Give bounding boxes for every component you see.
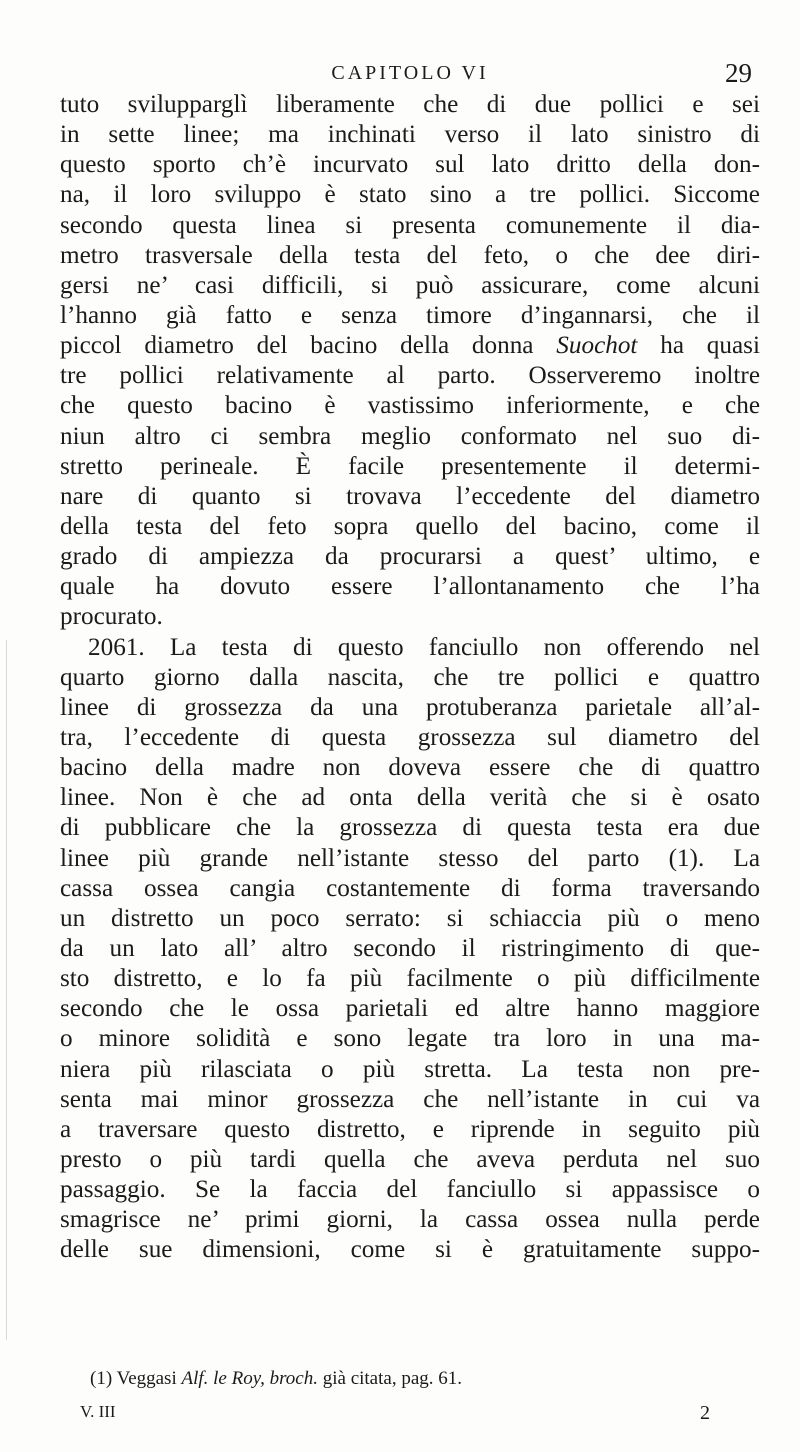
sheet-signature: 2 xyxy=(700,1402,710,1424)
text-line: a traversare questo distretto, e riprende in seguito più xyxy=(60,1115,760,1143)
text-line: nare di quanto si trovava l’eccedente del diametro xyxy=(60,482,760,510)
text-line: bacino della madre non doveva essere che di quattro xyxy=(60,754,760,782)
page-number: 29 xyxy=(725,58,752,88)
volume-signature: V. III xyxy=(80,1402,116,1421)
text-line: quale ha dovuto essere l’allontanamento che l’ha xyxy=(60,573,760,601)
text-line: linee. Non è che ad onta della verità che si è osato xyxy=(60,784,760,812)
footnote-marker: (1) xyxy=(90,1368,113,1389)
text-line: grado di ampiezza da procurarsi a quest’ ultimo, e xyxy=(60,543,760,571)
text-line: na, il loro sviluppo è stato sino a tre pollici. Siccome xyxy=(60,181,760,209)
text-line: niera più rilasciata o più stretta. La testa non pre- xyxy=(60,1055,760,1083)
text-line: di pubblicare che la grossezza di questa testa era due xyxy=(60,814,760,842)
text-line: che questo bacino è vastissimo inferiormente, e che xyxy=(60,392,760,420)
text-line: metro trasversale della testa del feto, o che dee diri- xyxy=(60,241,760,269)
text-line: gersi ne’ casi difficili, si può assicurare, come alcuni xyxy=(60,271,760,299)
text-line: o minore solidità e sono legate tra loro in una ma- xyxy=(60,1025,760,1053)
footnote-text-after: già citata, pag. 61. xyxy=(322,1368,463,1389)
text-line: tuto svilupparglì liberamente che di due pollici e sei xyxy=(60,91,760,118)
italic-name: Suochot xyxy=(556,332,638,360)
margin-shadow xyxy=(6,640,7,1340)
text-line: l’hanno già fatto e senza timore d’ingannarsi, che il xyxy=(60,301,760,329)
footnote xyxy=(90,1368,710,1390)
text-line: linee di grossezza da una protuberanza parietale all’al- xyxy=(60,693,760,721)
text-line: questo sporto ch’è incurvato sul lato dritto della don- xyxy=(60,151,760,179)
text-line: quarto giorno dalla nascita, che tre pollici e quattro xyxy=(60,663,760,691)
text-line: secondo che le ossa parietali ed altre hanno maggiore xyxy=(60,995,760,1023)
text-line: secondo questa linea si presenta comunemente il dia- xyxy=(60,211,760,239)
text-line: cassa ossea cangia costantemente di forma traversando xyxy=(60,874,760,902)
text-line: piccol diametro del bacino della donna Suochot ha quasi xyxy=(60,332,760,360)
text-line: linee più grande nell’istante stesso del parto (1). La xyxy=(60,844,760,872)
body-text xyxy=(60,90,760,1265)
text-line: tre pollici relativamente al parto. Osserveremo inoltre xyxy=(60,362,760,390)
footnote-text-before: Veggasi xyxy=(116,1368,177,1389)
text-line: stretto perineale. È facile presentemente il determi- xyxy=(60,452,760,480)
text-line: un distretto un poco serrato: si schiaccia più o meno xyxy=(60,904,760,932)
text-line: smagrisce ne’ primi giorni, la cassa ossea nulla perde xyxy=(60,1206,760,1234)
text-line: presto o più tardi quella che aveva perduta nel suo xyxy=(60,1145,760,1173)
text-line: sto distretto, e lo fa più facilmente o più difficilmente xyxy=(60,965,760,993)
text-line: delle sue dimensioni, come si è gratuitamente suppo- xyxy=(60,1236,760,1264)
text-line: passaggio. Se la faccia del fanciullo si appassisce o xyxy=(60,1176,760,1204)
text-line: senta mai minor grossezza che nell’istante in cui va xyxy=(60,1085,760,1113)
text-line: procurato. xyxy=(60,603,163,631)
text-line: tra, l’eccedente di questa grossezza sul diametro del xyxy=(60,723,760,751)
text-line: della testa del feto sopra quello del bacino, come il xyxy=(60,512,760,540)
running-title: CAPITOLO VI xyxy=(331,62,489,84)
text-line: 2061. La testa di questo fanciullo non offerendo nel xyxy=(88,633,760,661)
text-line: da un lato all’ altro secondo il ristringimento di que- xyxy=(60,934,760,962)
text-line: in sette linee; ma inchinati verso il lato sinistro di xyxy=(60,121,760,149)
text-line: niun altro ci sembra meglio conformato nel suo di- xyxy=(60,422,760,450)
page-footer xyxy=(80,1402,710,1426)
footnote-reference: Alf. le Roy, broch. xyxy=(181,1368,318,1389)
